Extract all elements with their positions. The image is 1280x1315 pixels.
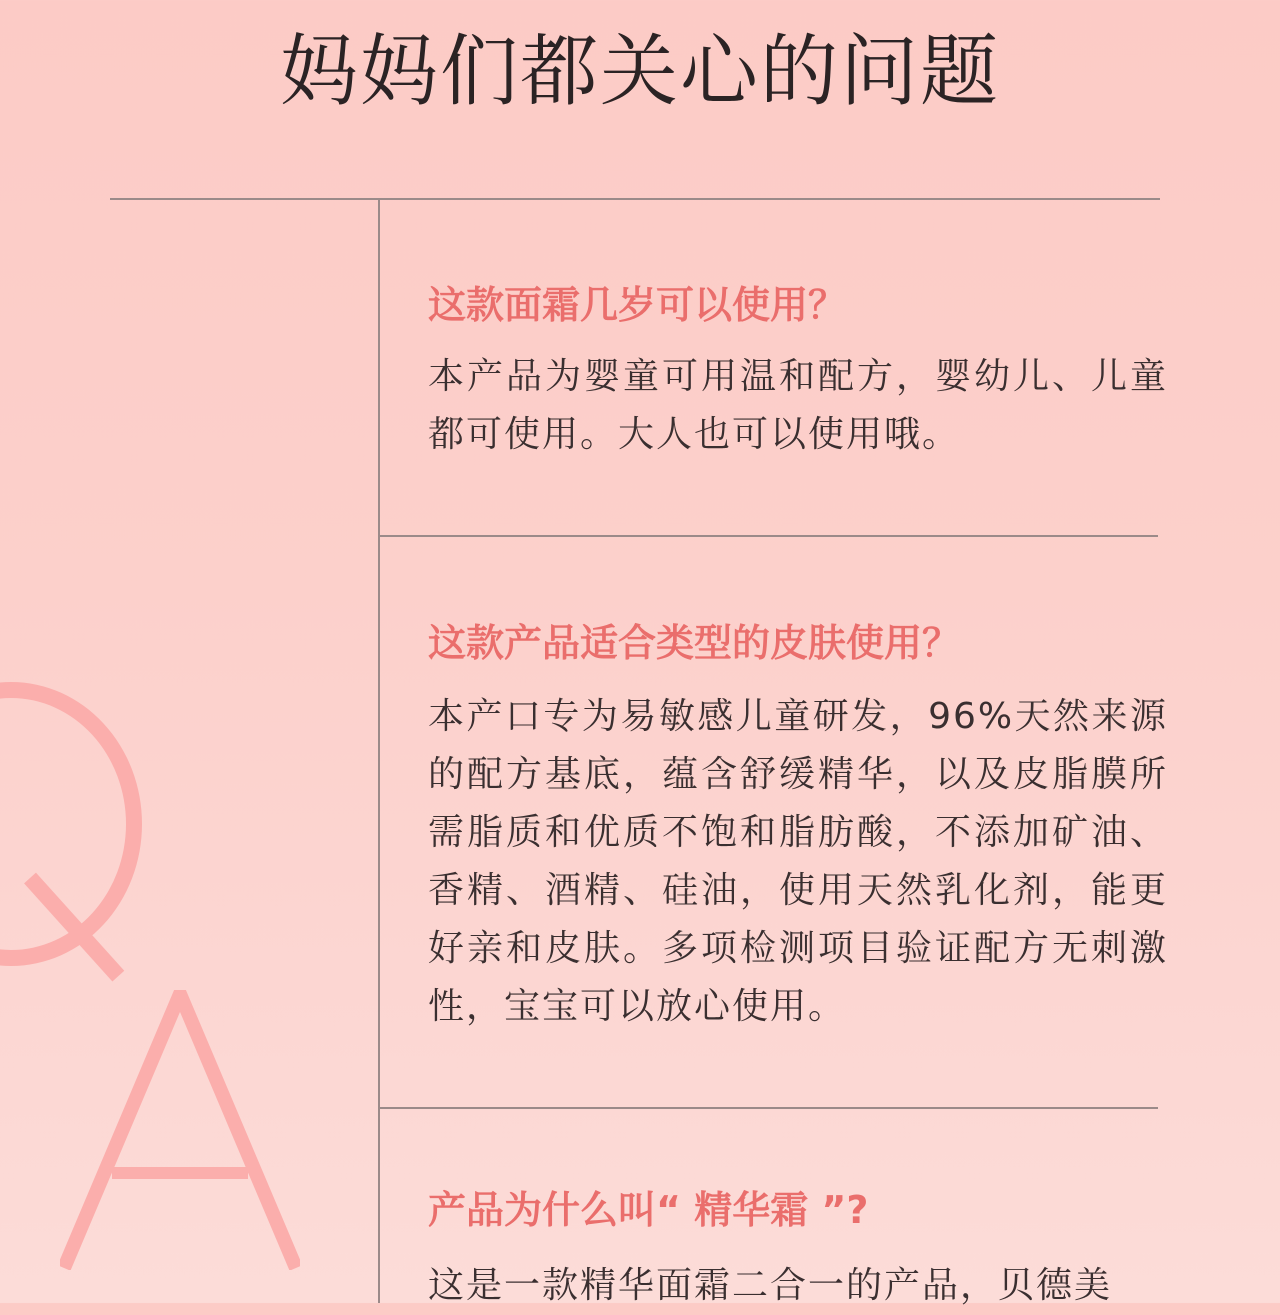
faq-divider [378, 535, 1158, 537]
faq-question: 这款产品适合类型的皮肤使用？ [428, 621, 961, 665]
faq-divider [378, 1107, 1158, 1109]
faq-answer: 这是一款精华面霜二合一的产品，贝德美 [428, 1265, 1113, 1306]
faq-question: 这款面霜几岁可以使用？ [428, 283, 847, 327]
faq-answer: 本产口专为易敏感儿童研发，96%天然来源的配方基底，蕴含舒缓精华，以及皮脂膜所需脂质和优质不饱和脂肪酸，不添加矿油、香精、酒精、硅油，使用天然乳化剂，能更好亲和皮肤。多项检测项目验证配方无刺激性，宝宝可以放心使用。 [428, 696, 1168, 1027]
decor-a-letter [60, 990, 300, 1270]
page-title: 妈妈们都关心的问题 [279, 27, 1000, 117]
faq-item [428, 618, 1168, 1036]
faq-question: 产品为什么叫“ 精华霜 ”? [428, 1188, 869, 1232]
faq-answer: 本产品为婴童可用温和配方，婴幼儿、儿童都可使用。大人也可以使用哦。 [428, 356, 1168, 455]
faq-item [428, 280, 1168, 464]
a-letter-sides [64, 994, 296, 1268]
top-divider [110, 198, 1160, 200]
vertical-divider [378, 198, 380, 1303]
faq-item [428, 1185, 1168, 1315]
